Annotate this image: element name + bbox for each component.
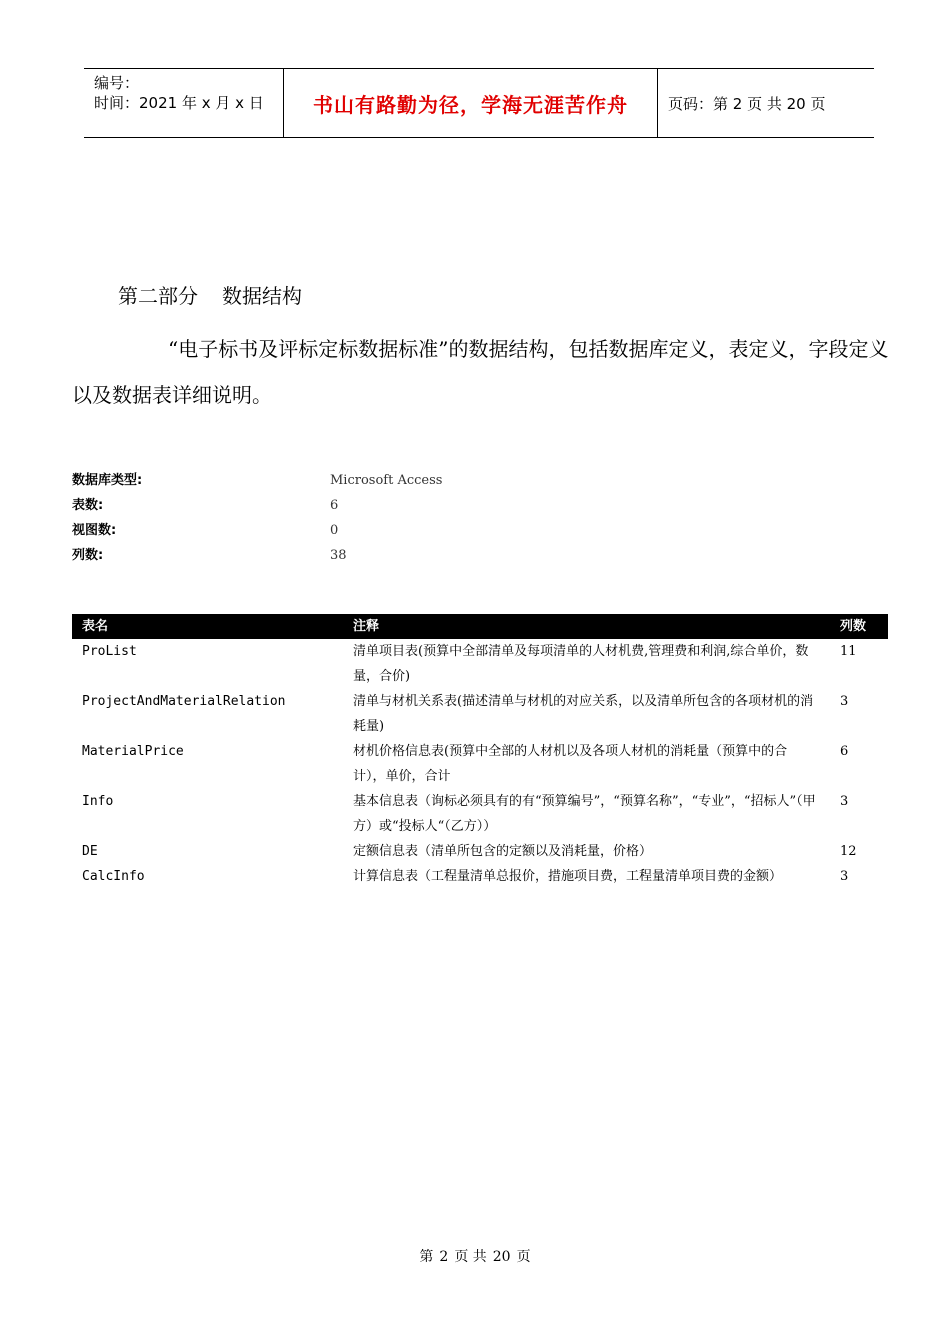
intro-paragraph: “电子标书及评标定标数据标准”的数据结构，包括数据库定义，表定义，字段定义以及数据表详细说明。 bbox=[72, 337, 889, 407]
info-row-db-type bbox=[72, 468, 442, 493]
footer-page-number: 2 bbox=[439, 1249, 449, 1265]
cell-column-count: 3 bbox=[840, 869, 849, 884]
info-value: 0 bbox=[330, 523, 339, 538]
header-left-cell bbox=[84, 69, 284, 137]
cell-column-count: 11 bbox=[840, 644, 857, 659]
cell-comment: 材机价格信息表(预算中全部的人材机以及各项人材机的消耗量（预算中的合计），单价，合计 bbox=[353, 744, 788, 784]
header-table-name: 表名 bbox=[82, 619, 109, 634]
cell-table-name: CalcInfo bbox=[82, 869, 145, 884]
cell-table-name: ProjectAndMaterialRelation bbox=[82, 694, 286, 709]
footer-prefix: 第 bbox=[419, 1249, 434, 1265]
table-row bbox=[72, 739, 888, 789]
document-time-label: 时间：2021 年 x 月 x 日 bbox=[94, 94, 264, 112]
cell-column-count: 6 bbox=[840, 744, 849, 759]
section-part: 第二部分 bbox=[118, 284, 198, 308]
cell-comment: 基本信息表（询标必须具有的有“预算编号”，“预算名称”，“专业”，“招标人”（甲方）或“投标人“（乙方）） bbox=[353, 794, 816, 834]
header-comment: 注释 bbox=[353, 619, 380, 634]
cell-table-name: DE bbox=[82, 844, 98, 859]
header-page-label: 页码：第 2 页 共 20 页 bbox=[668, 94, 826, 113]
database-info bbox=[72, 468, 442, 568]
section-name: 数据结构 bbox=[222, 284, 302, 308]
info-row-column-count bbox=[72, 543, 442, 568]
table-row bbox=[72, 864, 888, 889]
header-motto: 书山有路勤为径，学海无涯苦作舟 bbox=[313, 92, 628, 117]
table-row bbox=[72, 689, 888, 739]
header-motto-cell bbox=[284, 69, 658, 137]
cell-comment: 清单项目表(预算中全部清单及每项清单的人材机费,管理费和利润,综合单价，数量，合价) bbox=[353, 644, 809, 684]
cell-comment: 定额信息表（清单所包含的定额以及消耗量，价格） bbox=[353, 844, 653, 859]
section-title bbox=[118, 280, 302, 309]
tables-summary-table bbox=[72, 614, 888, 889]
cell-table-name: ProList bbox=[82, 644, 137, 659]
table-row bbox=[72, 639, 888, 689]
table-header-row bbox=[72, 614, 888, 639]
footer-mid: 页 共 bbox=[454, 1249, 487, 1265]
info-row-view-count bbox=[72, 518, 442, 543]
page-footer bbox=[0, 1246, 950, 1266]
document-number-label: 编号： bbox=[94, 74, 140, 92]
footer-total-pages: 20 bbox=[492, 1249, 511, 1265]
cell-comment: 清单与材机关系表(描述清单与材机的对应关系，以及清单所包含的各项材机的消耗量) bbox=[353, 694, 814, 734]
info-label: 数据库类型: bbox=[72, 473, 143, 488]
header-column-count: 列数 bbox=[840, 619, 867, 634]
cell-column-count: 12 bbox=[840, 844, 857, 859]
info-label: 列数: bbox=[72, 548, 104, 563]
info-value: 38 bbox=[330, 548, 347, 563]
cell-table-name: MaterialPrice bbox=[82, 744, 184, 759]
cell-column-count: 3 bbox=[840, 794, 849, 809]
info-row-table-count bbox=[72, 493, 442, 518]
cell-comment: 计算信息表（工程量清单总报价，措施项目费，工程量清单项目费的金额） bbox=[353, 869, 783, 884]
table-row bbox=[72, 789, 888, 839]
footer-suffix: 页 bbox=[516, 1249, 531, 1265]
info-value: 6 bbox=[330, 498, 339, 513]
table-row bbox=[72, 839, 888, 864]
cell-table-name: Info bbox=[82, 794, 114, 809]
cell-column-count: 3 bbox=[840, 694, 849, 709]
info-value: Microsoft Access bbox=[330, 473, 443, 488]
page-header bbox=[84, 68, 874, 138]
info-label: 视图数: bbox=[72, 523, 117, 538]
info-label: 表数: bbox=[72, 498, 104, 513]
